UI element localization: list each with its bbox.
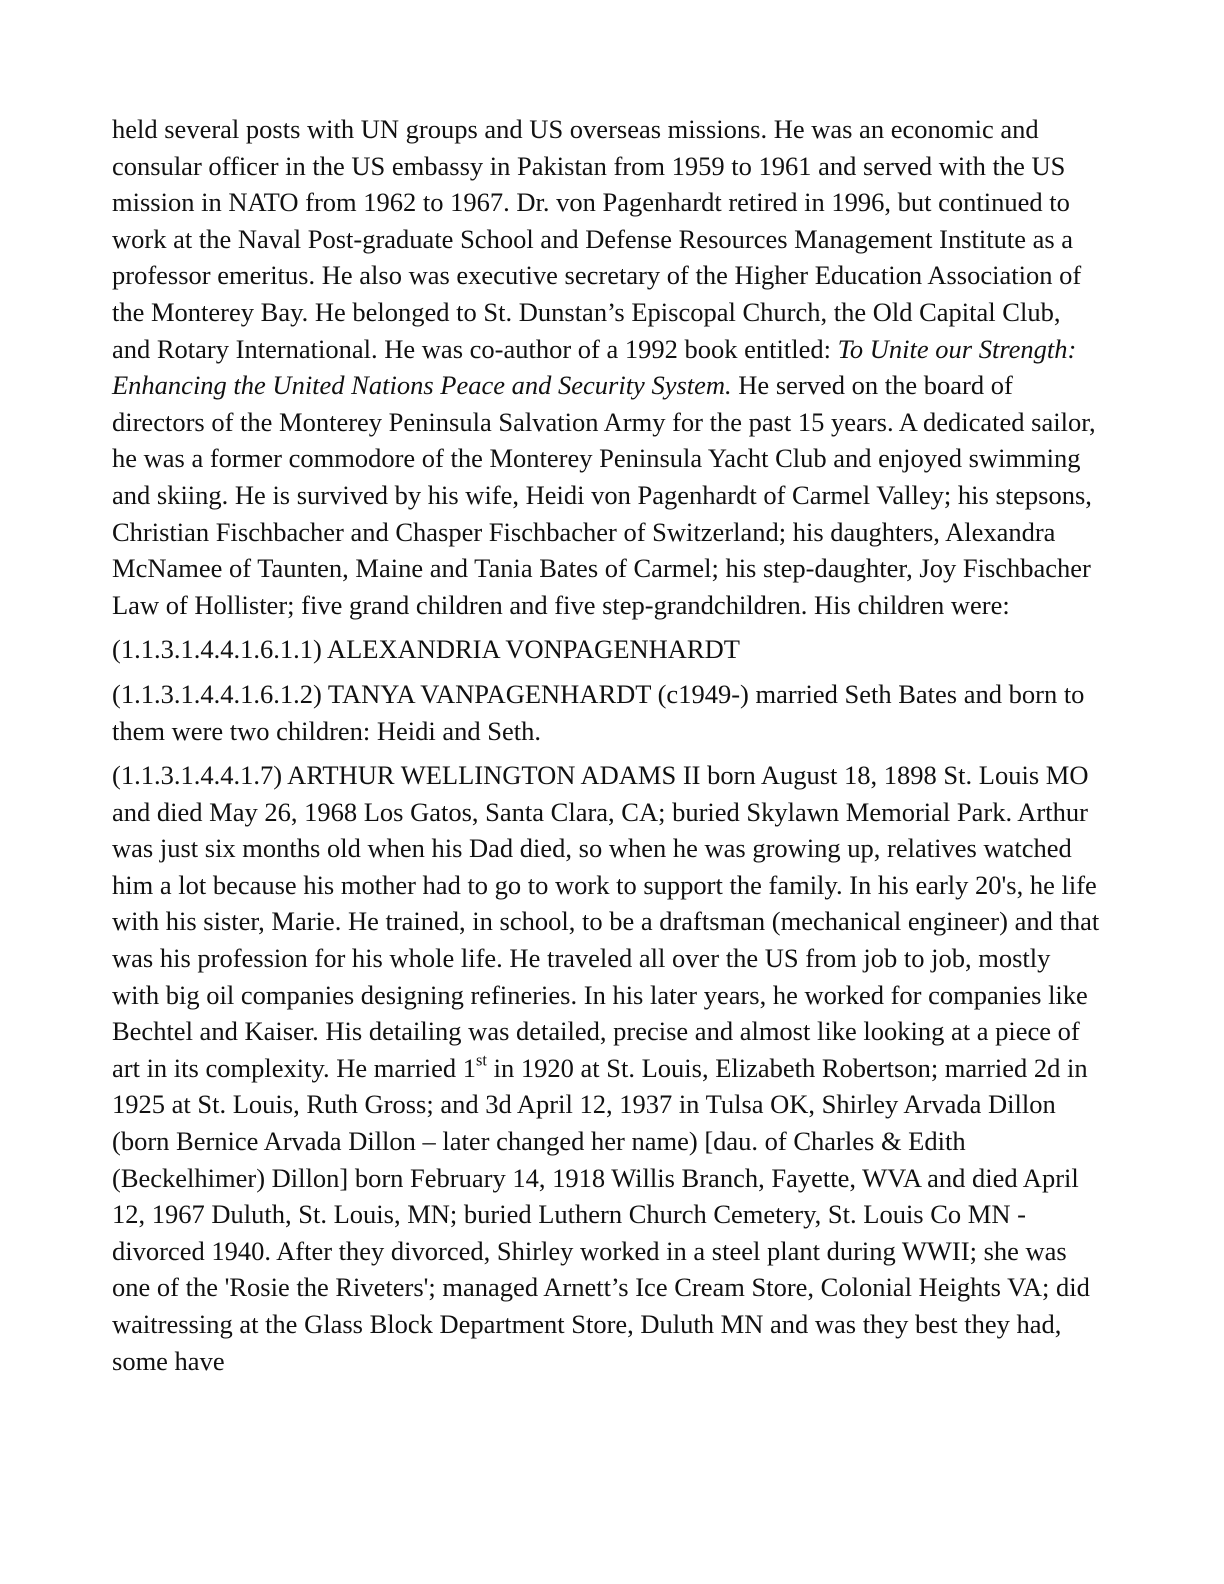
paragraph-biography-continued	[112, 111, 1104, 623]
genealogy-entry-alexandria	[112, 631, 1104, 668]
genealogy-entry-tanya	[112, 676, 1104, 749]
entry-text: (1.1.3.1.4.4.1.6.1.1) ALEXANDRIA VONPAGENHARDT	[112, 634, 740, 665]
entry-text: (1.1.3.1.4.4.1.7) ARTHUR WELLINGTON ADAMS II born August 18, 1898 St. Louis MO and died May 26, 1968 Los Gatos, Santa Clara, CA; buried Skylawn Memorial Park. Arthur was just six months old when his Dad died, so when he was growing up, relatives watched him a lot because his mother had to go to work to support the family. In his early 20's, he life with his sister, Marie. He trained, in school, to be a draftsman (mechanical engineer) and that was his profession for his whole life. He traveled all over the US from job to job, mostly with big oil companies designing refineries. In his later years, he worked for companies like Bechtel and Kaiser. His detailing was detailed, precise and almost like looking at a piece of art in its complexity. He married 1	[112, 760, 1100, 1083]
document-page	[112, 111, 1104, 1387]
ordinal-superscript: st	[476, 1050, 487, 1070]
genealogy-entry-arthur	[112, 757, 1104, 1379]
entry-text: (1.1.3.1.4.4.1.6.1.2) TANYA VANPAGENHARDT (c1949-) married Seth Bates and born to them were two children: Heidi and Seth.	[112, 678, 1085, 746]
book-title: To Unite our Strength: Enhancing the United Nations Peace and Security System.	[112, 333, 1077, 401]
paragraph-text: held several posts with UN groups and US overseas missions. He was an economic and consular officer in the US embassy in Pakistan from 1959 to 1961 and served with the US mission in NATO from 1962 to 1967. Dr. von Pagenhardt retired in 1996, but continued to work at the Naval Post-graduate School and Defense Resources Management Institute as a professor emeritus. He also was executive secretary of the Higher Education Association of the Monterey Bay. He belonged to St. Dunstan’s Episcopal Church, the Old Capital Club, and Rotary International. He was co-author of a 1992 book entitled:	[112, 114, 1082, 364]
paragraph-text: He served on the board of directors of the Monterey Peninsula Salvation Army for the past 15 years. A dedicated sailor, he was a former commodore of the Monterey Peninsula Yacht Club and enjoyed swimming and skiing. He is survived by his wife, Heidi von Pagenhardt of Carmel Valley; his stepsons, Christian Fischbacher and Chasper Fischbacher of Switzerland; his daughters, Alexandra McNamee of Taunten, Maine and Tania Bates of Carmel; his step-daughter, Joy Fischbacher Law of Hollister; five grand children and five step-grandchildren. His children were:	[112, 370, 1096, 620]
entry-text: in 1920 at St. Louis, Elizabeth Robertson; married 2d in 1925 at St. Louis, Ruth Gross; and 3d April 12, 1937 in Tulsa OK, Shirley Arvada Dillon (born Bernice Arvada Dillon – later changed her name) [dau. of Charles & Edith (Beckelhimer) Dillon] born February 14, 1918 Willis Branch, Fayette, WVA and died April 12, 1967 Duluth, St. Louis, MN; buried Luthern Church Cemetery, St. Louis Co MN - divorced 1940. After they divorced, Shirley worked in a steel plant during WWII; she was one of the 'Rosie the Riveters'; managed Arnett’s Ice Cream Store, Colonial Heights VA; did waitressing at the Glass Block Department Store, Duluth MN and was they best they had, some have	[112, 1052, 1090, 1376]
